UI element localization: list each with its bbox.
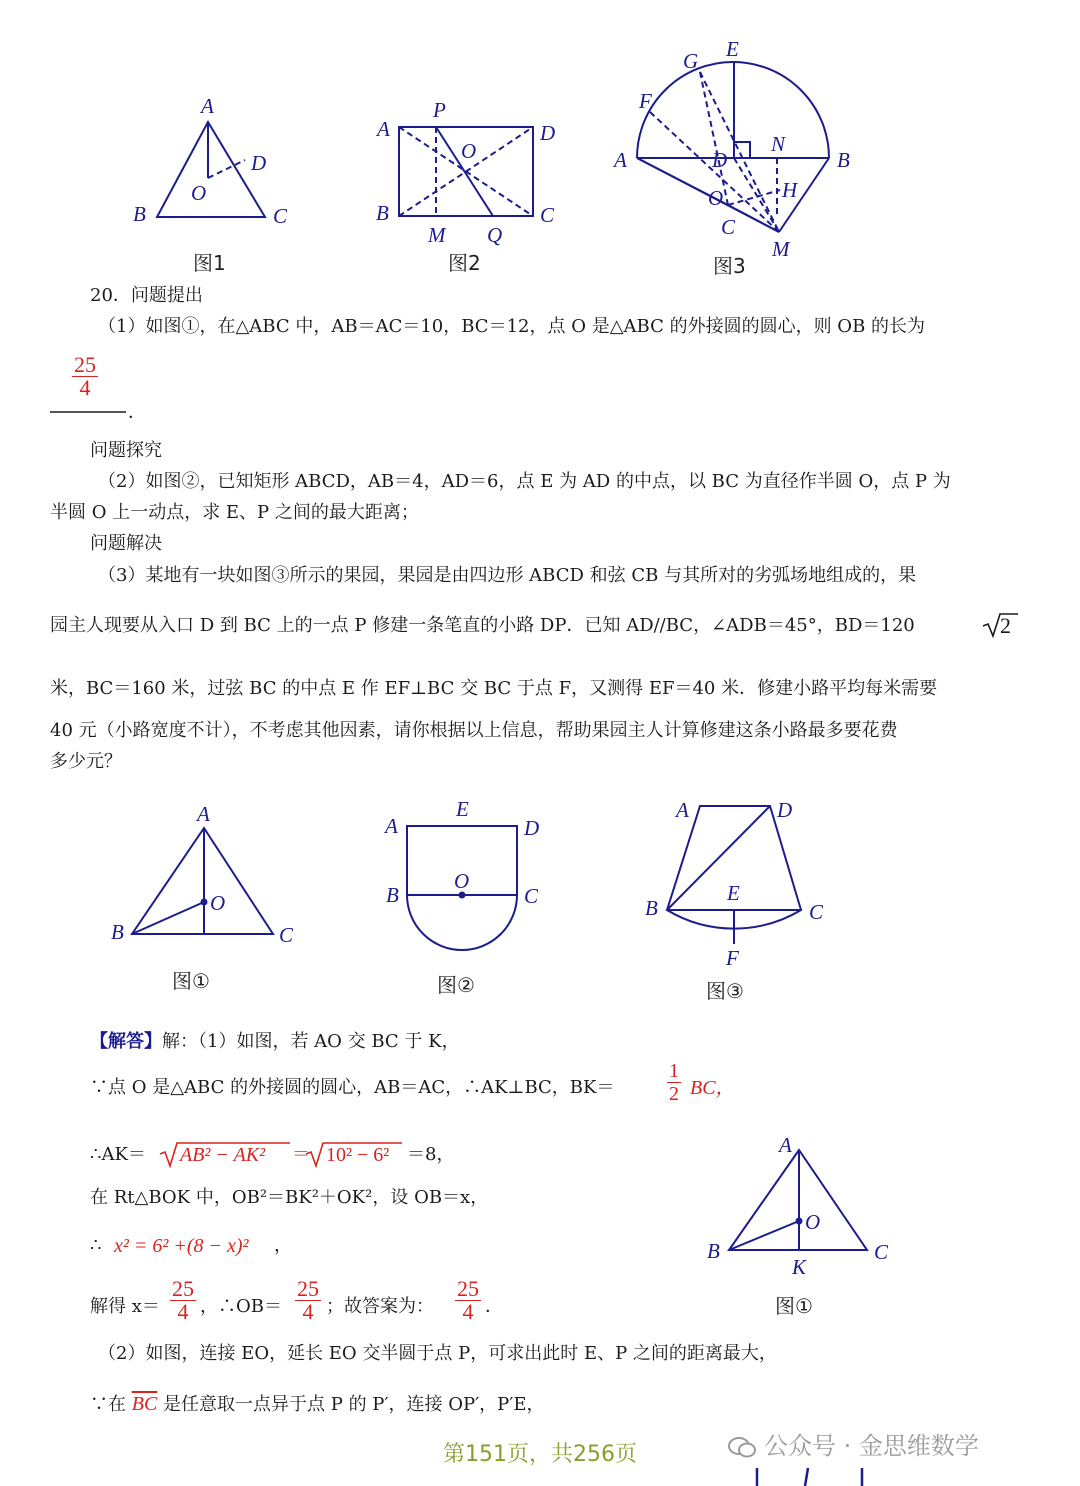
answer1-fraction [72,354,98,399]
solution-s6-frac2 [295,1278,321,1323]
part3-line1: （3）某地有一块如图③所示的果园，果园是由四边形 ABCD 和弦 CB 与其所对的劣弧场地组成的，果 [98,565,917,586]
solution-s6-frac1 [170,1278,196,1323]
solution-s3-sqrt1: AB² − AK² [180,1144,266,1166]
part3-line5: 多少元？ [50,751,122,772]
caption-solution-fig: 图① [775,1294,813,1318]
caption-fig-2: 图② [437,973,475,997]
label-N: N [771,132,786,156]
label-M: M [428,223,446,247]
label-D: D [540,121,556,145]
s2-denominator: 2 [669,1083,679,1105]
label-O: O [461,139,477,163]
heading-explore: 问题探究 [90,440,162,461]
solution-tag: 【解答】 [90,1031,162,1052]
solution-line8 [90,1389,545,1420]
watermark-text: 公众号 · 金思维数学 [764,1432,979,1460]
solution-figure [729,1150,867,1250]
label-B: B [111,920,124,944]
solution-s6-c: ；故答案为： [326,1296,434,1317]
part2-line1: （2）如图②，已知矩形 ABCD，AB＝4，AD＝6，点 E 为 AD 的中点，以 BC 为直径作半圆 O，点 P 为 [98,471,951,492]
label-D: D [524,816,540,840]
center-dot [201,899,208,906]
caption-fig2: 图2 [448,251,481,275]
label-H: H [782,178,798,202]
solution-s3-prefix: ∴AK＝ [90,1144,146,1165]
label-A: A [614,148,627,172]
label-B: B [376,201,389,225]
s6-frac2-den: 4 [302,1299,314,1324]
solution-s6-frac3 [455,1278,481,1323]
label-G: G [683,49,699,73]
center-dot [796,1218,803,1225]
solution-line2 [90,1073,614,1103]
answer1-suffix: ． [128,402,146,423]
label-B: B [837,148,850,172]
label-B: B [707,1239,720,1263]
part2-line2: 半圆 O 上一动点，求 E、P 之间的最大距离； [50,502,419,523]
solution-s1: 解：（1）如图，若 AO 交 BC 于 K， [162,1031,460,1052]
solution-s8-suffix: 是任意取一点异于点 P 的 P′，连接 OP′，P′E， [157,1394,545,1415]
mid-figure-1 [132,828,273,934]
caption-fig-3: 图③ [706,979,744,1003]
label-F: F [639,89,652,113]
part1-text: （1）如图①，在△ABC 中，AB＝AC＝10，BC＝12，点 O 是△ABC 的外接圆的圆心，则 OB 的长为 [98,316,926,337]
label-O: O [191,181,207,205]
solution-s6-a: 解得 x＝ [90,1296,160,1317]
label-A: A [201,94,214,118]
bottom-partial-figure [757,1468,862,1486]
part3-line2: 园主人现要从入口 D 到 BC 上的一点 P 修建一条笔直的小路 DP．已知 AD//BC，∠ADB＝45°，BD＝120 [50,615,915,636]
problem-number: 20．问题提出 [90,285,203,306]
label-O: O [805,1210,821,1234]
solution-s6-b: ，∴OB＝ [200,1296,282,1317]
solution-s4: 在 Rt△BOK 中，OB²＝BK²＋OK²，设 OB＝x， [90,1187,489,1208]
label-A: A [197,802,210,826]
solution-s5-equation: x² = 6² +(8 − x)² [114,1235,249,1257]
label-K: K [792,1255,807,1279]
s6-frac3-den: 4 [462,1299,474,1324]
solution-s2-prefix: ∵点 O 是△ABC 的外接圆的圆心，AB＝AC，∴AK⊥BC，BK＝ [90,1077,615,1098]
label-D: D [712,148,728,172]
solution-s8-prefix: ∵在 [90,1394,132,1415]
label-B: B [386,883,399,907]
caption-fig1: 图1 [193,251,226,275]
caption-fig3: 图3 [713,254,746,278]
label-Q: Q [487,223,503,247]
solution-s6-d: ． [485,1296,503,1317]
top-figure-3 [637,62,829,232]
solution-s2-suffix: BC， [690,1077,736,1099]
part3-line3: 米，BC＝160 米，过弦 BC 的中点 E 作 EF⊥BC 交 BC 于点 F，又测得 EF＝40 米．修建小路平均每米需要 [50,678,938,699]
label-B: B [133,202,146,226]
s6-frac3-num: 25 [457,1276,479,1301]
wechat-icon [728,1436,756,1458]
s2-numerator: 1 [669,1060,679,1082]
label-E: E [726,37,739,61]
label-E: E [727,881,740,905]
label-E: E [456,797,469,821]
label-A: A [676,798,689,822]
label-A: A [377,117,390,141]
solution-s2-fraction [667,1060,681,1105]
s6-frac1-den: 4 [177,1299,189,1324]
label-C: C [874,1240,889,1264]
part3-line4: 40 元（小路宽度不计），不考虑其他因素，请你根据以上信息，帮助果园主人计算修建这条小路最多要花费 [50,720,898,741]
solution-s5-prefix: ∴ [90,1235,102,1256]
answer1-denominator: 4 [79,375,91,400]
label-B: B [645,896,658,920]
label-C: C [279,923,294,947]
label-C: C [524,884,539,908]
mid-figure-3 [667,806,801,944]
solution-s7: （2）如图，连接 EO，延长 EO 交半圆于点 P，可求出此时 E、P 之间的距离最大， [98,1343,777,1364]
label-F: F [726,946,739,970]
page-footer: 第151页，共256页 [443,1442,637,1467]
watermark [728,1426,979,1461]
label-A: A [779,1133,792,1157]
solution-s3-result: ＝8， [407,1144,455,1165]
label-D: D [777,798,793,822]
label-C: C [721,215,736,239]
heading-solve: 问题解决 [90,533,162,554]
solution-s3-eq: ＝ [292,1144,310,1165]
label-C: C [809,900,824,924]
label-D: D [251,151,267,175]
answer1-numerator: 25 [74,352,96,377]
label-O: O [210,891,226,915]
solution-s5-suffix: ， [274,1235,292,1256]
solution-s8-arc: $\overline{BC}$ [131,1393,158,1415]
top-figure-1 [157,122,265,217]
label-C: C [273,204,288,228]
label-M: M [772,237,790,261]
label-A: A [385,814,398,838]
solution-s3-sqrt2: 10² − 6² [326,1144,390,1166]
s6-frac1-num: 25 [172,1276,194,1301]
label-P: P [433,98,446,122]
caption-fig-1: 图① [172,969,210,993]
part3-sqrt-value: 2 [1000,613,1011,638]
label-O: O [708,186,724,210]
label-C: C [540,203,555,227]
label-O: O [454,869,470,893]
solution-line1 [90,1027,460,1057]
s6-frac2-num: 25 [297,1276,319,1301]
